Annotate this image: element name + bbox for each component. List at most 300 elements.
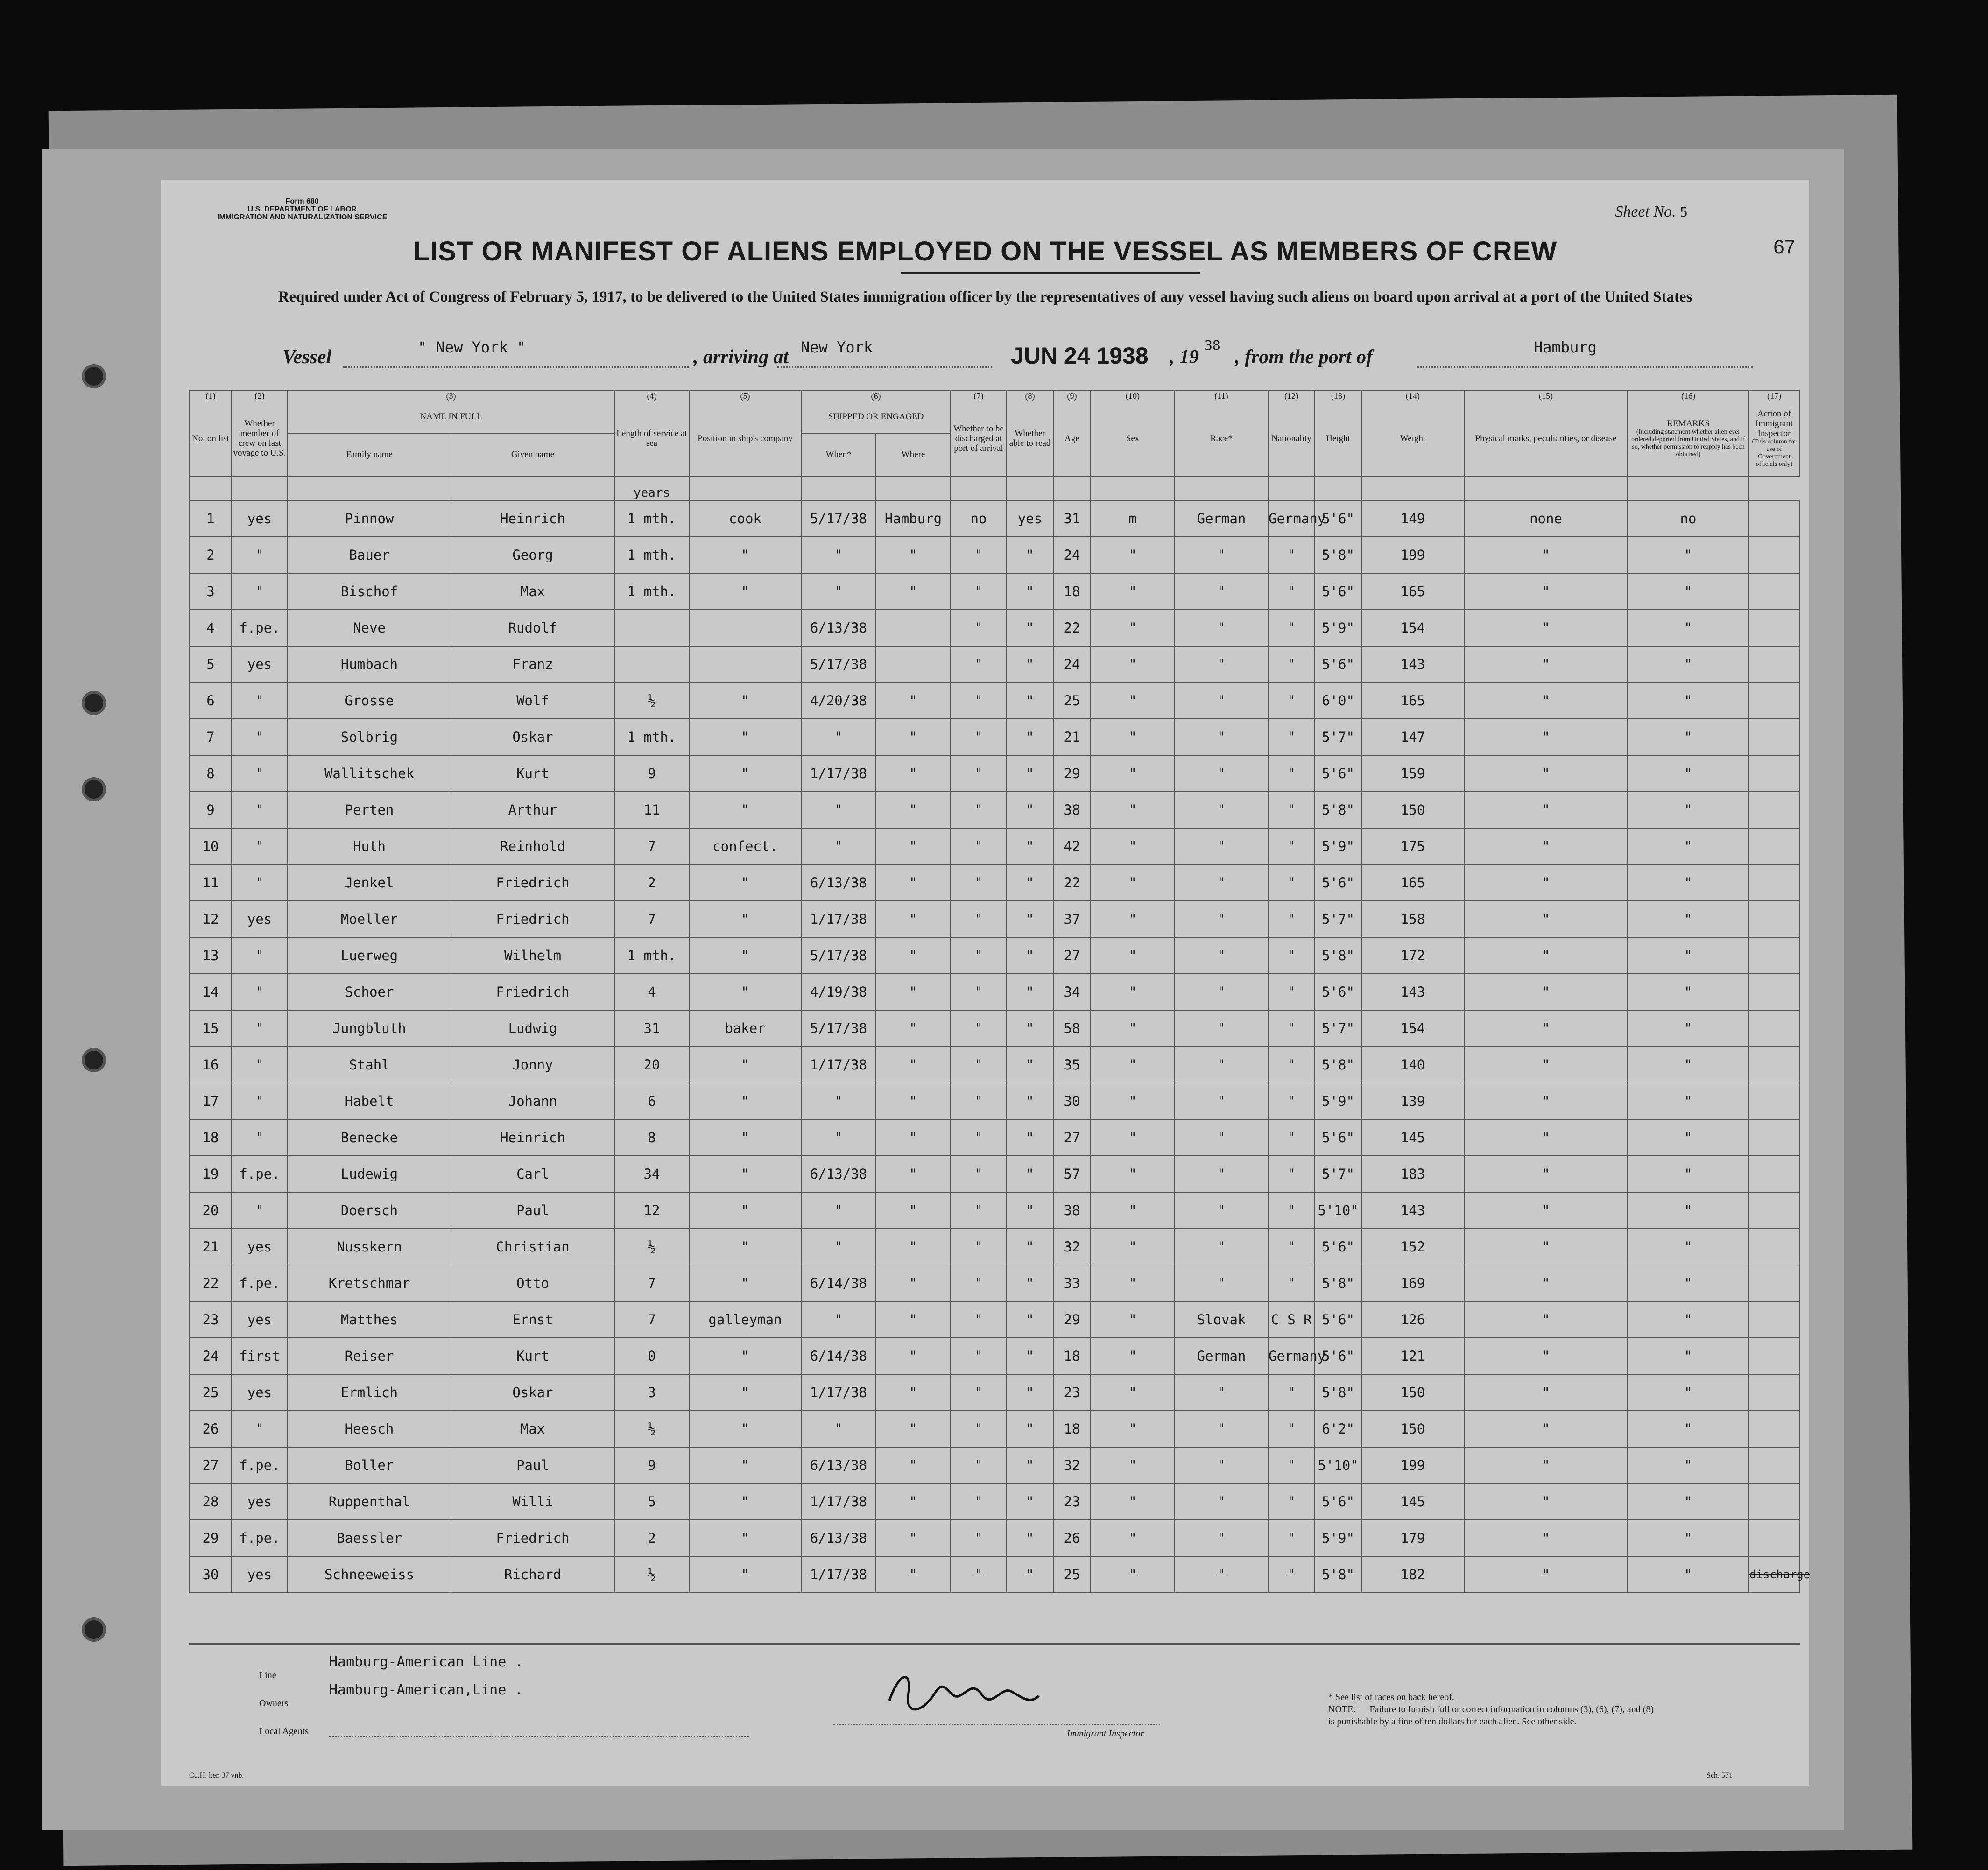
line-label: Line bbox=[259, 1670, 276, 1680]
service-length-cell: 1 mth. bbox=[614, 573, 689, 610]
row-number: 3 bbox=[190, 573, 232, 610]
col-num-11: (11) bbox=[1175, 390, 1268, 401]
inspector-action-cell bbox=[1749, 719, 1799, 755]
height-cell: 5'9" bbox=[1315, 610, 1361, 646]
shipped-when-cell: " bbox=[801, 1083, 876, 1119]
weight-cell: 143 bbox=[1361, 646, 1464, 682]
table-row bbox=[190, 1119, 1799, 1156]
shipped-where-cell: " bbox=[876, 537, 951, 573]
physical-marks-cell: " bbox=[1464, 1556, 1628, 1593]
weight-cell: 165 bbox=[1361, 573, 1464, 610]
given-name-cell: Willi bbox=[451, 1483, 614, 1520]
last-voyage-cell: " bbox=[232, 937, 288, 974]
service-length-cell: 6 bbox=[614, 1083, 689, 1119]
family-name-cell: Kretschmar bbox=[288, 1265, 451, 1301]
height-cell: 5'9" bbox=[1315, 1083, 1361, 1119]
given-name-cell: Christian bbox=[451, 1229, 614, 1265]
physical-marks-cell: " bbox=[1464, 646, 1628, 682]
race-cell: " bbox=[1175, 1374, 1268, 1411]
able-to-read-cell: " bbox=[1007, 719, 1053, 755]
weight-cell: 150 bbox=[1361, 1411, 1464, 1447]
able-to-read-cell: " bbox=[1007, 1301, 1053, 1338]
race-cell: " bbox=[1175, 755, 1268, 792]
from-port-label: , from the port of bbox=[1235, 346, 1373, 368]
sex-cell: " bbox=[1091, 1010, 1175, 1047]
inspector-label: Immigrant Inspector. bbox=[1067, 1729, 1145, 1739]
discharged-cell: " bbox=[951, 1483, 1007, 1520]
age-cell: 38 bbox=[1053, 792, 1091, 828]
col-num-2: (2) bbox=[232, 390, 288, 401]
inspector-action-cell bbox=[1749, 937, 1799, 974]
sex-cell: " bbox=[1091, 828, 1175, 865]
shipped-when-cell: 6/13/38 bbox=[801, 610, 876, 646]
height-cell: 5'6" bbox=[1315, 865, 1361, 901]
table-row bbox=[190, 1265, 1799, 1301]
remarks-cell: " bbox=[1628, 646, 1749, 682]
last-voyage-cell: " bbox=[232, 755, 288, 792]
given-name-cell: Rudolf bbox=[451, 610, 614, 646]
table-row bbox=[190, 828, 1799, 865]
able-to-read-cell: " bbox=[1007, 792, 1053, 828]
shipped-where-cell: " bbox=[876, 1411, 951, 1447]
inspector-action-cell bbox=[1749, 1156, 1799, 1192]
weight-cell: 121 bbox=[1361, 1338, 1464, 1374]
race-cell: " bbox=[1175, 1411, 1268, 1447]
table-row bbox=[190, 937, 1799, 974]
remarks-cell: " bbox=[1628, 937, 1749, 974]
sex-cell: " bbox=[1091, 1192, 1175, 1229]
discharged-cell: " bbox=[951, 573, 1007, 610]
nationality-cell: " bbox=[1268, 610, 1315, 646]
last-voyage-cell: " bbox=[232, 719, 288, 755]
weight-cell: 154 bbox=[1361, 610, 1464, 646]
last-voyage-cell: yes bbox=[232, 500, 288, 537]
inspector-action-cell bbox=[1749, 1483, 1799, 1520]
race-cell: " bbox=[1175, 1119, 1268, 1156]
height-cell: 5'8" bbox=[1315, 1374, 1361, 1411]
inspector-action-cell bbox=[1749, 1447, 1799, 1483]
race-cell: " bbox=[1175, 1192, 1268, 1229]
given-name-cell: Kurt bbox=[451, 755, 614, 792]
remarks-cell: " bbox=[1628, 974, 1749, 1010]
service-length-cell: 2 bbox=[614, 1520, 689, 1556]
height-cell: 5'8" bbox=[1315, 537, 1361, 573]
family-name-cell: Huth bbox=[288, 828, 451, 865]
col-num-13: (13) bbox=[1315, 390, 1361, 401]
able-to-read-cell: " bbox=[1007, 646, 1053, 682]
row-number: 13 bbox=[190, 937, 232, 974]
shipped-where-cell: " bbox=[876, 1156, 951, 1192]
age-cell: 38 bbox=[1053, 1192, 1091, 1229]
binder-hole bbox=[82, 1048, 106, 1072]
sex-cell: " bbox=[1091, 682, 1175, 719]
inspector-action-cell bbox=[1749, 646, 1799, 682]
shipped-where-cell: " bbox=[876, 1447, 951, 1483]
height-cell: 5'6" bbox=[1315, 974, 1361, 1010]
position-cell: " bbox=[689, 682, 801, 719]
remarks-cell: " bbox=[1628, 1156, 1749, 1192]
position-cell: " bbox=[689, 1229, 801, 1265]
shipped-where-cell: " bbox=[876, 1374, 951, 1411]
able-to-read-cell: " bbox=[1007, 1229, 1053, 1265]
age-cell: 32 bbox=[1053, 1229, 1091, 1265]
shipped-when-cell: " bbox=[801, 1301, 876, 1338]
remarks-cell: " bbox=[1628, 1119, 1749, 1156]
service-length-cell: 9 bbox=[614, 755, 689, 792]
height-cell: 5'8" bbox=[1315, 792, 1361, 828]
service-length-cell: 1 mth. bbox=[614, 937, 689, 974]
department-name: U.S. DEPARTMENT OF LABOR bbox=[247, 205, 357, 213]
shipped-when-cell: " bbox=[801, 1192, 876, 1229]
vessel-name: " New York " bbox=[418, 338, 526, 356]
row-number: 8 bbox=[190, 755, 232, 792]
discharged-cell: " bbox=[951, 865, 1007, 901]
header-age: Age bbox=[1053, 401, 1091, 476]
shipped-where-cell: " bbox=[876, 1119, 951, 1156]
service-length-cell: 3 bbox=[614, 1374, 689, 1411]
sex-cell: " bbox=[1091, 1374, 1175, 1411]
header-where: Where bbox=[876, 433, 951, 476]
shipped-when-cell: 1/17/38 bbox=[801, 1374, 876, 1411]
race-cell: " bbox=[1175, 1556, 1268, 1593]
col-num-1: (1) bbox=[190, 390, 232, 401]
able-to-read-cell: " bbox=[1007, 1520, 1053, 1556]
inspector-action-cell bbox=[1749, 865, 1799, 901]
height-cell: 5'6" bbox=[1315, 1301, 1361, 1338]
race-cell: " bbox=[1175, 1483, 1268, 1520]
discharged-cell: " bbox=[951, 974, 1007, 1010]
row-number: 21 bbox=[190, 1229, 232, 1265]
table-row bbox=[190, 1374, 1799, 1411]
discharged-cell: " bbox=[951, 682, 1007, 719]
service-name: IMMIGRATION AND NATURALIZATION SERVICE bbox=[217, 213, 388, 221]
race-cell: " bbox=[1175, 573, 1268, 610]
last-voyage-cell: " bbox=[232, 974, 288, 1010]
weight-cell: 145 bbox=[1361, 1119, 1464, 1156]
sex-cell: " bbox=[1091, 537, 1175, 573]
last-voyage-cell: " bbox=[232, 537, 288, 573]
position-cell: " bbox=[689, 573, 801, 610]
row-number: 29 bbox=[190, 1520, 232, 1556]
nationality-cell: " bbox=[1268, 1119, 1315, 1156]
last-voyage-cell: f.pe. bbox=[232, 610, 288, 646]
row-number: 4 bbox=[190, 610, 232, 646]
weight-cell: 165 bbox=[1361, 682, 1464, 719]
table-row bbox=[190, 646, 1799, 682]
remarks-cell: " bbox=[1628, 792, 1749, 828]
able-to-read-cell: " bbox=[1007, 610, 1053, 646]
physical-marks-cell: " bbox=[1464, 1411, 1628, 1447]
race-cell: " bbox=[1175, 1520, 1268, 1556]
position-cell: " bbox=[689, 937, 801, 974]
nationality-cell: " bbox=[1268, 1083, 1315, 1119]
last-voyage-cell: " bbox=[232, 1411, 288, 1447]
given-name-cell: Paul bbox=[451, 1192, 614, 1229]
row-number: 11 bbox=[190, 865, 232, 901]
inspector-action-cell bbox=[1749, 500, 1799, 537]
weight-cell: 154 bbox=[1361, 1010, 1464, 1047]
nationality-cell: C S R bbox=[1268, 1301, 1315, 1338]
discharged-cell: " bbox=[951, 1374, 1007, 1411]
discharged-cell: " bbox=[951, 646, 1007, 682]
sex-cell: " bbox=[1091, 1156, 1175, 1192]
inspector-action-cell bbox=[1749, 1119, 1799, 1156]
shipped-when-cell: 6/14/38 bbox=[801, 1338, 876, 1374]
position-cell: baker bbox=[689, 1010, 801, 1047]
col-num-5: (5) bbox=[689, 390, 801, 401]
header-name-in-full: NAME IN FULL bbox=[288, 401, 614, 433]
inspector-signature bbox=[880, 1663, 1048, 1724]
inspector-action-cell bbox=[1749, 1338, 1799, 1374]
inspector-action-cell bbox=[1749, 537, 1799, 573]
physical-marks-cell: " bbox=[1464, 682, 1628, 719]
remarks-cell: " bbox=[1628, 1520, 1749, 1556]
inspector-action-cell bbox=[1749, 1301, 1799, 1338]
age-cell: 33 bbox=[1053, 1265, 1091, 1301]
age-cell: 32 bbox=[1053, 1447, 1091, 1483]
physical-marks-cell: " bbox=[1464, 974, 1628, 1010]
last-voyage-cell: yes bbox=[232, 1229, 288, 1265]
table-row bbox=[190, 1447, 1799, 1483]
year-label: , 19 bbox=[1170, 346, 1199, 368]
table-row bbox=[190, 573, 1799, 610]
height-cell: 5'6" bbox=[1315, 646, 1361, 682]
row-number: 6 bbox=[190, 682, 232, 719]
sex-cell: " bbox=[1091, 1520, 1175, 1556]
weight-cell: 175 bbox=[1361, 828, 1464, 865]
sex-cell: " bbox=[1091, 1083, 1175, 1119]
age-cell: 30 bbox=[1053, 1083, 1091, 1119]
remarks-cell: " bbox=[1628, 1047, 1749, 1083]
remarks-cell: " bbox=[1628, 1301, 1749, 1338]
inspector-action-cell bbox=[1749, 828, 1799, 865]
inspector-action-cell bbox=[1749, 682, 1799, 719]
service-length-cell: 12 bbox=[614, 1192, 689, 1229]
position-cell: " bbox=[689, 1520, 801, 1556]
header-discharged: Whether to be discharged at port of arrival bbox=[951, 401, 1007, 476]
family-name-cell: Benecke bbox=[288, 1119, 451, 1156]
age-cell: 21 bbox=[1053, 719, 1091, 755]
weight-cell: 158 bbox=[1361, 901, 1464, 937]
discharged-cell: " bbox=[951, 1301, 1007, 1338]
nationality-cell: " bbox=[1268, 719, 1315, 755]
weight-cell: 150 bbox=[1361, 1374, 1464, 1411]
family-name-cell: Neve bbox=[288, 610, 451, 646]
given-name-cell: Johann bbox=[451, 1083, 614, 1119]
able-to-read-cell: " bbox=[1007, 1265, 1053, 1301]
footer-notes bbox=[1328, 1691, 1654, 1728]
year-value: 38 bbox=[1205, 337, 1220, 353]
family-name-cell: Schoer bbox=[288, 974, 451, 1010]
given-name-cell: Friedrich bbox=[451, 901, 614, 937]
family-name-cell: Baessler bbox=[288, 1520, 451, 1556]
remarks-cell: " bbox=[1628, 1374, 1749, 1411]
service-length-cell: 34 bbox=[614, 1156, 689, 1192]
able-to-read-cell: " bbox=[1007, 1156, 1053, 1192]
able-to-read-cell: " bbox=[1007, 682, 1053, 719]
physical-marks-cell: " bbox=[1464, 573, 1628, 610]
family-name-cell: Heesch bbox=[288, 1411, 451, 1447]
age-cell: 27 bbox=[1053, 1119, 1091, 1156]
discharged-cell: " bbox=[951, 1265, 1007, 1301]
height-cell: 5'6" bbox=[1315, 500, 1361, 537]
position-cell: " bbox=[689, 719, 801, 755]
age-cell: 25 bbox=[1053, 1556, 1091, 1593]
family-name-cell: Perten bbox=[288, 792, 451, 828]
form-header bbox=[217, 197, 387, 221]
remarks-cell: " bbox=[1628, 1556, 1749, 1593]
family-name-cell: Ludewig bbox=[288, 1156, 451, 1192]
given-name-cell: Max bbox=[451, 1411, 614, 1447]
weight-cell: 199 bbox=[1361, 1447, 1464, 1483]
owners-label: Owners bbox=[259, 1698, 289, 1708]
last-voyage-cell: yes bbox=[232, 1556, 288, 1593]
physical-marks-cell: " bbox=[1464, 1229, 1628, 1265]
row-number: 12 bbox=[190, 901, 232, 937]
race-cell: " bbox=[1175, 901, 1268, 937]
table-row bbox=[190, 719, 1799, 755]
family-name-cell: Matthes bbox=[288, 1301, 451, 1338]
family-name-cell: Bischof bbox=[288, 573, 451, 610]
able-to-read-cell: " bbox=[1007, 974, 1053, 1010]
family-name-cell: Jenkel bbox=[288, 865, 451, 901]
age-cell: 23 bbox=[1053, 1374, 1091, 1411]
shipped-when-cell: 6/13/38 bbox=[801, 1520, 876, 1556]
inspector-action-cell bbox=[1749, 974, 1799, 1010]
able-to-read-cell: " bbox=[1007, 1192, 1053, 1229]
family-name-cell: Solbrig bbox=[288, 719, 451, 755]
header-given-name: Given name bbox=[451, 433, 614, 476]
sex-cell: " bbox=[1091, 646, 1175, 682]
row-number: 16 bbox=[190, 1047, 232, 1083]
sex-cell: " bbox=[1091, 573, 1175, 610]
race-cell: " bbox=[1175, 719, 1268, 755]
race-cell: " bbox=[1175, 537, 1268, 573]
weight-cell: 140 bbox=[1361, 1047, 1464, 1083]
inspector-action-cell bbox=[1749, 1192, 1799, 1229]
race-cell: " bbox=[1175, 1047, 1268, 1083]
last-voyage-cell: first bbox=[232, 1338, 288, 1374]
table-row bbox=[190, 1047, 1799, 1083]
note-failure: NOTE. — Failure to furnish full or correct information in columns (3), (6), (7), and (8) bbox=[1328, 1704, 1654, 1715]
last-voyage-cell: yes bbox=[232, 646, 288, 682]
row-number: 30 bbox=[190, 1556, 232, 1593]
shipped-where-cell: " bbox=[876, 1083, 951, 1119]
shipped-when-cell: 1/17/38 bbox=[801, 1556, 876, 1593]
race-cell: " bbox=[1175, 682, 1268, 719]
discharged-cell: no bbox=[951, 500, 1007, 537]
discharged-cell: " bbox=[951, 610, 1007, 646]
height-cell: 5'10" bbox=[1315, 1192, 1361, 1229]
last-voyage-cell: yes bbox=[232, 901, 288, 937]
age-cell: 31 bbox=[1053, 500, 1091, 537]
page-title: LIST OR MANIFEST OF ALIENS EMPLOYED ON THE VESSEL AS MEMBERS OF CREW bbox=[413, 236, 1558, 267]
inspector-action-cell bbox=[1749, 610, 1799, 646]
header-physical: Physical marks, peculiarities, or disease bbox=[1464, 401, 1628, 476]
nationality-cell: " bbox=[1268, 974, 1315, 1010]
sex-cell: " bbox=[1091, 610, 1175, 646]
height-cell: 6'0" bbox=[1315, 682, 1361, 719]
weight-cell: 149 bbox=[1361, 500, 1464, 537]
given-name-cell: Heinrich bbox=[451, 500, 614, 537]
given-name-cell: Heinrich bbox=[451, 1119, 614, 1156]
shipped-where-cell: " bbox=[876, 937, 951, 974]
shipped-where-cell: " bbox=[876, 573, 951, 610]
discharged-cell: " bbox=[951, 901, 1007, 937]
col-num-4: (4) bbox=[614, 390, 689, 401]
physical-marks-cell: " bbox=[1464, 1301, 1628, 1338]
given-name-cell: Richard bbox=[451, 1556, 614, 1593]
able-to-read-cell: yes bbox=[1007, 500, 1053, 537]
age-cell: 18 bbox=[1053, 573, 1091, 610]
remarks-cell: " bbox=[1628, 573, 1749, 610]
given-name-cell: Wolf bbox=[451, 682, 614, 719]
position-cell: confect. bbox=[689, 828, 801, 865]
weight-cell: 172 bbox=[1361, 937, 1464, 974]
col-num-14: (14) bbox=[1361, 390, 1464, 401]
family-name-cell: Bauer bbox=[288, 537, 451, 573]
nationality-cell: " bbox=[1268, 537, 1315, 573]
race-cell: " bbox=[1175, 1265, 1268, 1301]
family-name-cell: Wallitschek bbox=[288, 755, 451, 792]
inspector-action-cell bbox=[1749, 1520, 1799, 1556]
weight-cell: 150 bbox=[1361, 792, 1464, 828]
age-cell: 37 bbox=[1053, 901, 1091, 937]
last-voyage-cell: yes bbox=[232, 1301, 288, 1338]
inspector-action-cell bbox=[1749, 1083, 1799, 1119]
service-length-cell: ½ bbox=[614, 1411, 689, 1447]
table-row bbox=[190, 1301, 1799, 1338]
nationality-cell: " bbox=[1268, 1229, 1315, 1265]
physical-marks-cell: " bbox=[1464, 937, 1628, 974]
last-voyage-cell: " bbox=[232, 1083, 288, 1119]
col-num-9: (9) bbox=[1053, 390, 1091, 401]
height-cell: 5'8" bbox=[1315, 1265, 1361, 1301]
departure-port: Hamburg bbox=[1534, 338, 1597, 356]
physical-marks-cell: " bbox=[1464, 1119, 1628, 1156]
row-number: 27 bbox=[190, 1447, 232, 1483]
weight-cell: 152 bbox=[1361, 1229, 1464, 1265]
position-cell: " bbox=[689, 901, 801, 937]
inspector-action-cell: discharge bbox=[1749, 1556, 1799, 1593]
physical-marks-cell: " bbox=[1464, 792, 1628, 828]
nationality-cell: " bbox=[1268, 937, 1315, 974]
weight-cell: 147 bbox=[1361, 719, 1464, 755]
discharged-cell: " bbox=[951, 1119, 1007, 1156]
age-cell: 57 bbox=[1053, 1156, 1091, 1192]
discharged-cell: " bbox=[951, 1010, 1007, 1047]
race-cell: " bbox=[1175, 610, 1268, 646]
race-cell: " bbox=[1175, 865, 1268, 901]
family-name-cell: Ruppenthal bbox=[288, 1483, 451, 1520]
height-cell: 6'2" bbox=[1315, 1411, 1361, 1447]
weight-cell: 165 bbox=[1361, 865, 1464, 901]
row-number: 26 bbox=[190, 1411, 232, 1447]
shipped-where-cell: " bbox=[876, 1229, 951, 1265]
last-voyage-cell: " bbox=[232, 1047, 288, 1083]
position-cell: " bbox=[689, 1156, 801, 1192]
height-cell: 5'7" bbox=[1315, 901, 1361, 937]
age-cell: 34 bbox=[1053, 974, 1091, 1010]
able-to-read-cell: " bbox=[1007, 937, 1053, 974]
col-num-15: (15) bbox=[1464, 390, 1628, 401]
family-name-cell: Grosse bbox=[288, 682, 451, 719]
sex-cell: " bbox=[1091, 1447, 1175, 1483]
age-cell: 26 bbox=[1053, 1520, 1091, 1556]
shipped-when-cell: " bbox=[801, 719, 876, 755]
sex-cell: " bbox=[1091, 1265, 1175, 1301]
vessel-label: Vessel bbox=[282, 346, 331, 368]
